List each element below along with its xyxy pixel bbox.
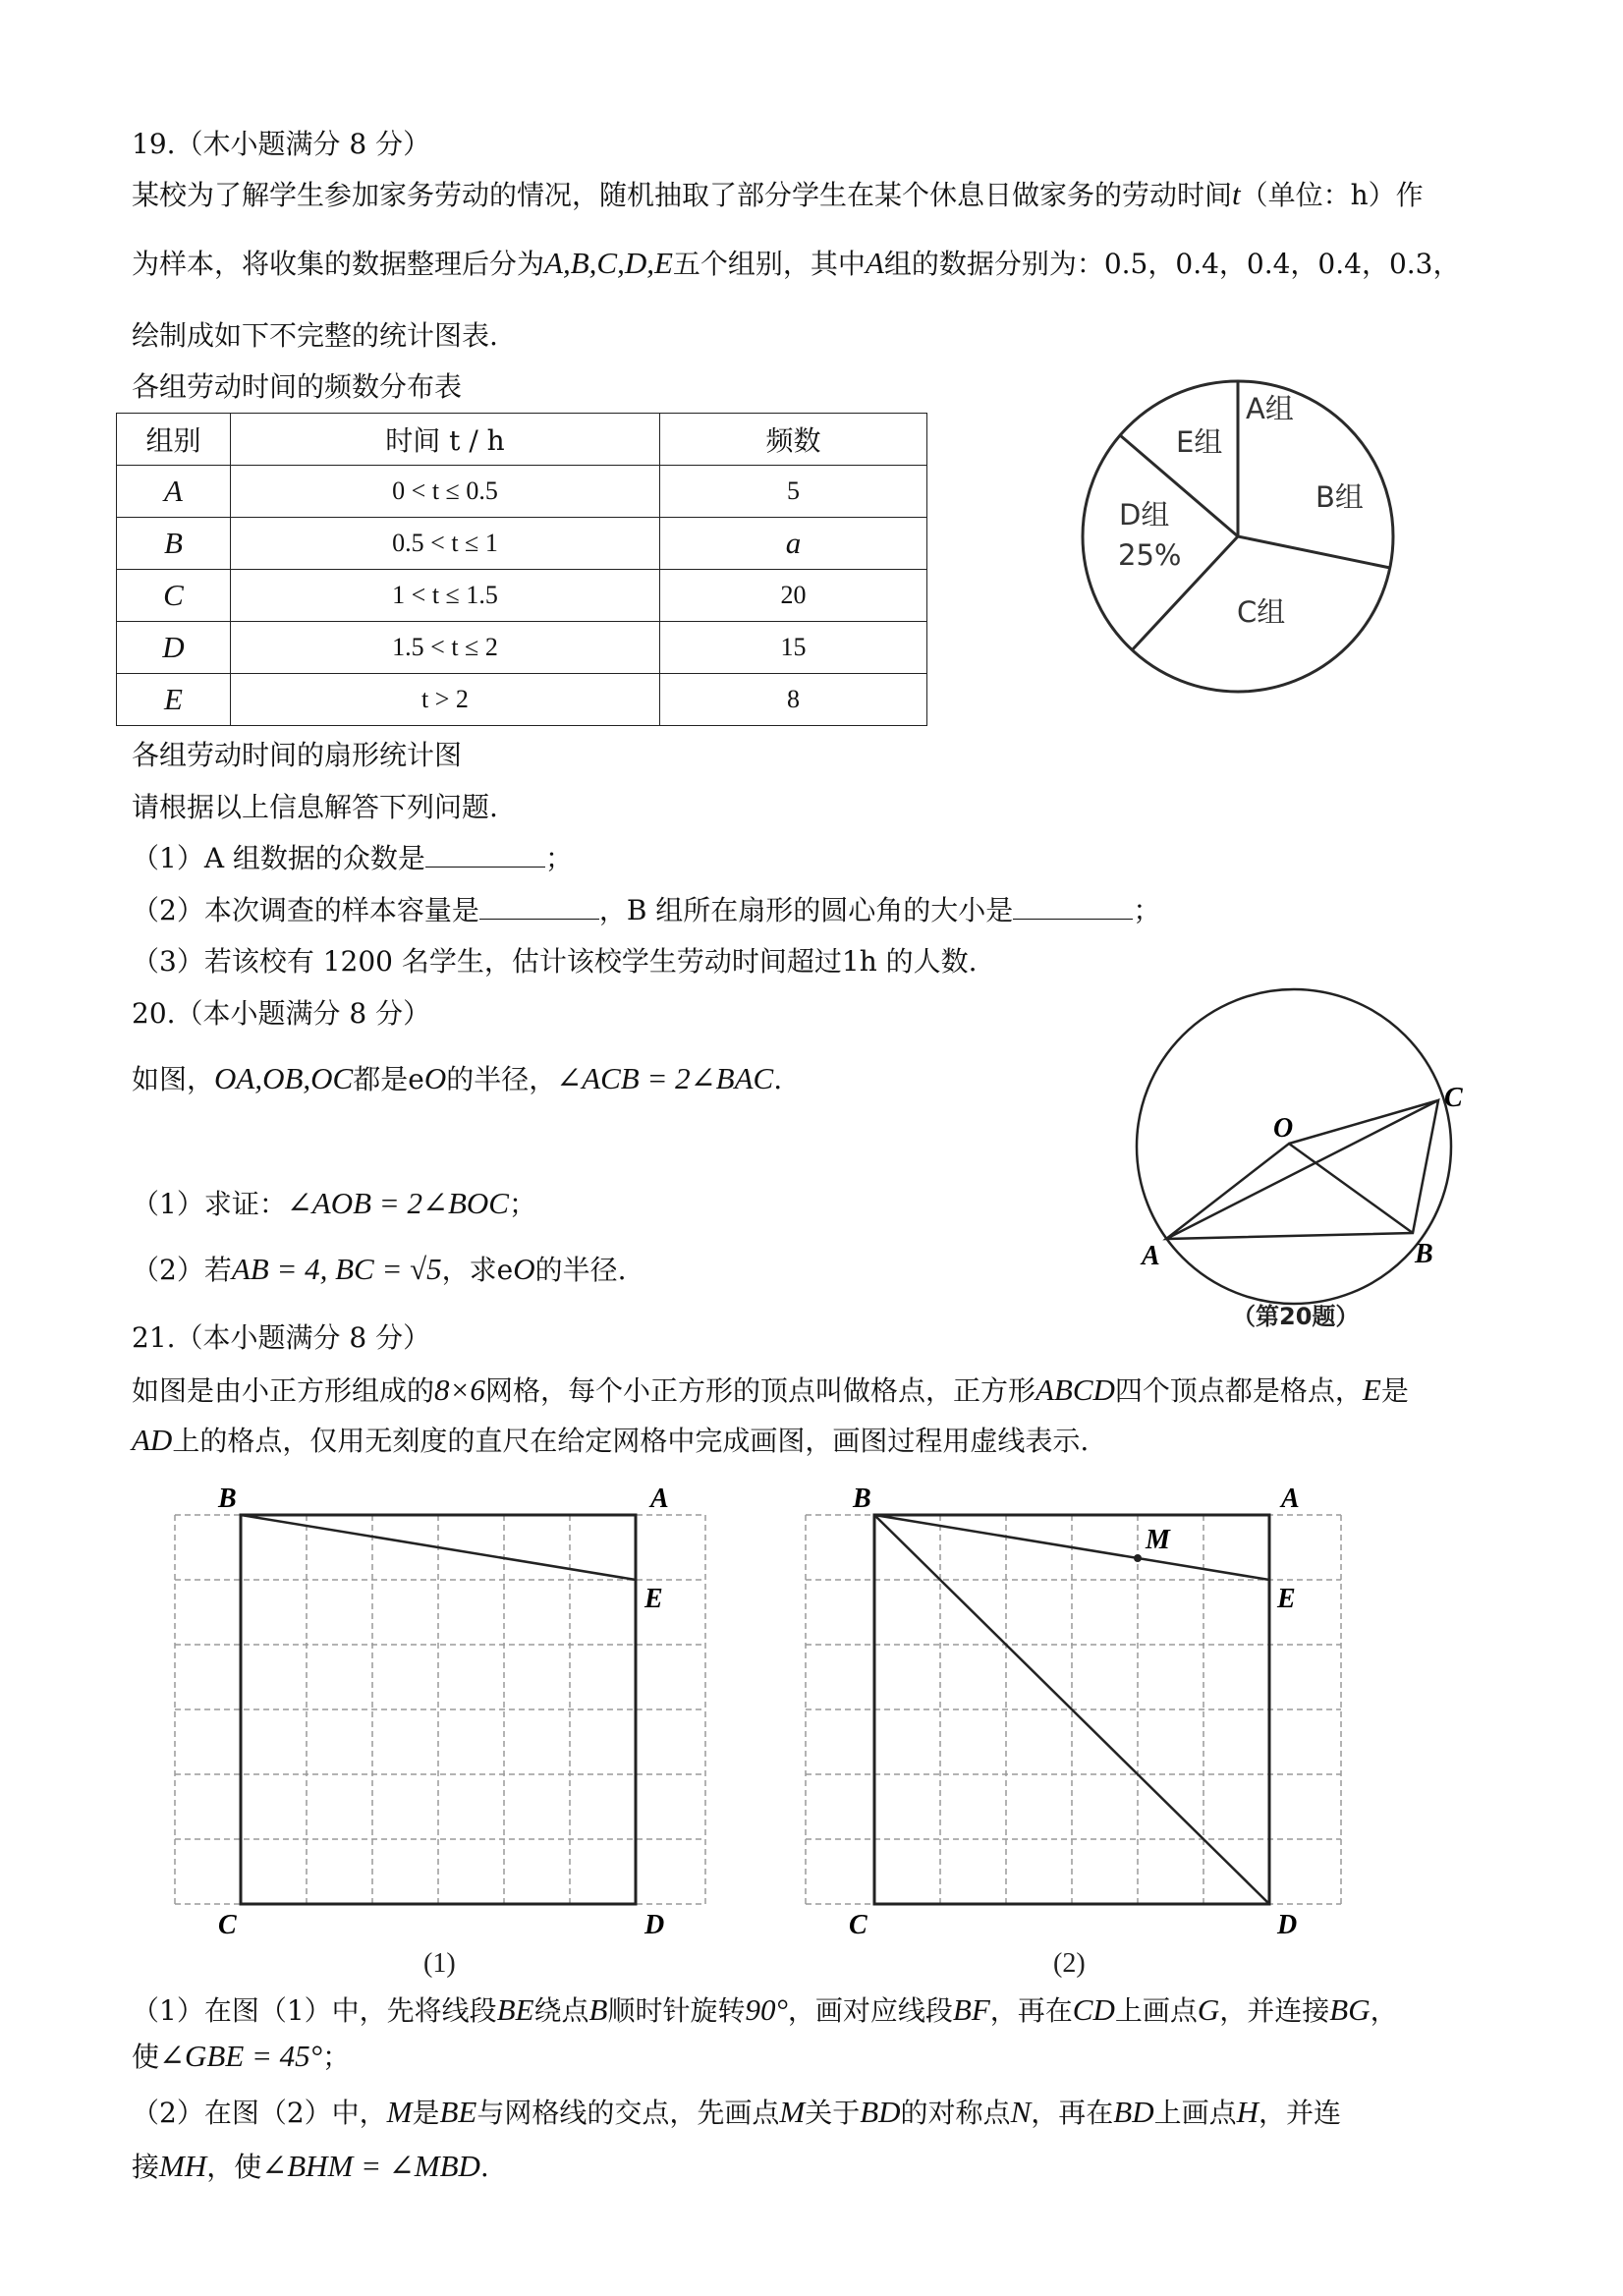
point-a-label: A bbox=[650, 1484, 669, 1514]
table-header-row bbox=[117, 414, 927, 466]
q21-p1-math: BE bbox=[496, 1992, 534, 2027]
q20-line1d: . bbox=[773, 1063, 783, 1095]
table-cell-group: B bbox=[117, 518, 231, 570]
point-a-label: A bbox=[1142, 1241, 1160, 1271]
q21-part2 bbox=[132, 2093, 1341, 2133]
q20-angle-relation: ∠ACB = 2∠BAC bbox=[556, 1061, 774, 1095]
q21-p1-math: 90° bbox=[745, 1992, 788, 2027]
q19-part1 bbox=[132, 839, 573, 878]
q21-p1-text: ，再在 bbox=[989, 1994, 1073, 2027]
q21-p2-text: 的对称点 bbox=[900, 2097, 1011, 2129]
pie-label-c: C组 bbox=[1237, 595, 1286, 629]
q20-p1-text: （1）求证： bbox=[132, 1188, 287, 1220]
q20-line1b: 都是e bbox=[353, 1063, 424, 1095]
pie-label-e: E组 bbox=[1176, 425, 1223, 459]
q21-p2-text: 与网格线的交点，先画点 bbox=[476, 2097, 780, 2129]
point-m bbox=[1134, 1554, 1142, 1562]
point-o-label: O bbox=[1273, 1113, 1294, 1144]
figure-caption: (1) bbox=[423, 1948, 456, 1979]
triangle-lines bbox=[1166, 1100, 1438, 1239]
pie-title: 各组劳动时间的扇形统计图 bbox=[132, 739, 463, 771]
point-d-label: D bbox=[644, 1910, 665, 1940]
q21-p2-text: ，使 bbox=[206, 2151, 262, 2183]
q21-line1 bbox=[132, 1371, 1409, 1411]
q20-p1-expr: ∠AOB = 2∠BOC bbox=[286, 1186, 509, 1220]
q19-var-t: t bbox=[1232, 177, 1241, 211]
q19-line3: 绘制成如下不完整的统计图表. bbox=[132, 319, 498, 352]
table-cell-freq: 20 bbox=[660, 570, 927, 622]
q19-group-a: A bbox=[865, 246, 884, 280]
grid-lines bbox=[175, 1515, 705, 1904]
point-b-label: B bbox=[1415, 1239, 1433, 1269]
q21-p2-math: N bbox=[1010, 2095, 1032, 2129]
point-e-label: E bbox=[644, 1584, 663, 1614]
table-cell-time: 1 < t ≤ 1.5 bbox=[231, 570, 660, 622]
q21-grid-size: 8×6 bbox=[434, 1372, 485, 1407]
table-cell-time: 0 < t ≤ 0.5 bbox=[231, 466, 660, 518]
table-header: 组别 bbox=[117, 414, 231, 466]
circle-figure bbox=[1130, 973, 1503, 1346]
q19-prompt: 请根据以上信息解答下列问题. bbox=[132, 791, 498, 823]
q21-p1-text: （1）在图（1）中，先将线段 bbox=[132, 1994, 497, 2027]
pie-label-d: D组 bbox=[1119, 498, 1170, 532]
q20-p2-expr: AB = 4, BC = √5 bbox=[231, 1252, 442, 1286]
q21-p2-text: . bbox=[479, 2151, 489, 2183]
q21-seg-ad: AD bbox=[132, 1423, 173, 1457]
table-title: 各组劳动时间的频数分布表 bbox=[132, 370, 463, 403]
table-header: 频数 bbox=[660, 414, 927, 466]
figure-caption: (2) bbox=[1053, 1948, 1086, 1979]
q19-line2c: 组的数据分别为：0.5，0.4，0.4，0.4，0.3， bbox=[883, 248, 1461, 280]
point-b-label: B bbox=[218, 1484, 237, 1514]
point-b-label: B bbox=[853, 1484, 871, 1514]
q21-line1d: 是 bbox=[1380, 1374, 1409, 1407]
q20-radii: OA,OB,OC bbox=[214, 1061, 354, 1095]
q21-p1-text: 顺时针旋转 bbox=[607, 1994, 746, 2027]
answer-blank bbox=[1013, 895, 1133, 920]
q21-p1-math: ∠GBE = 45° bbox=[159, 2039, 323, 2073]
pie-divider bbox=[1238, 536, 1390, 568]
q19-p1-end: ； bbox=[544, 842, 573, 874]
q19-line2 bbox=[132, 244, 1461, 284]
q21-p2-math: M bbox=[779, 2095, 806, 2129]
table-cell-group: C bbox=[117, 570, 231, 622]
q21-line1c: 四个顶点都是格点， bbox=[1114, 1374, 1363, 1407]
q21-p2-text: ，并连 bbox=[1259, 2097, 1342, 2129]
q20-p1-end: ； bbox=[508, 1188, 536, 1220]
q20-circle-o: O bbox=[423, 1061, 447, 1095]
segment-be bbox=[241, 1515, 636, 1580]
q21-p2-math: M bbox=[386, 2095, 413, 2129]
q19-part2 bbox=[132, 891, 1160, 930]
table-row bbox=[117, 674, 927, 726]
q21-p2-math: BD bbox=[1113, 2095, 1154, 2129]
table-cell-freq: 8 bbox=[660, 674, 927, 726]
q21-p1-text: ，画对应线段 bbox=[787, 1994, 953, 2027]
q19-groups: A,B,C,D,E bbox=[544, 246, 673, 280]
table-row bbox=[117, 622, 927, 674]
point-m-label: M bbox=[1146, 1525, 1170, 1555]
answer-blank bbox=[425, 843, 545, 868]
point-d-label: D bbox=[1277, 1910, 1298, 1940]
q19-line1b: （单位：h）作 bbox=[1240, 179, 1424, 211]
q19-header: 19.（木小题满分 8 分） bbox=[132, 128, 431, 160]
q19-line1a: 某校为了解学生参加家务劳动的情况，随机抽取了部分学生在某个休息日做家务的劳动时间 bbox=[132, 179, 1233, 211]
q21-line1b: 网格，每个小正方形的顶点叫做格点，正方形 bbox=[484, 1374, 1035, 1407]
q21-header: 21.（本小题满分 8 分） bbox=[132, 1321, 431, 1354]
q19-line2b: 五个组别，其中 bbox=[672, 248, 866, 280]
q19-p2-text: （2）本次调查的样本容量是 bbox=[132, 894, 479, 926]
point-c-label: C bbox=[1444, 1083, 1463, 1113]
q21-p1-math: BF bbox=[952, 1992, 990, 2027]
q21-p1-math: G bbox=[1197, 1992, 1220, 2027]
pie-label-d-pct: 25% bbox=[1118, 538, 1182, 572]
point-e-label: E bbox=[1277, 1584, 1296, 1614]
q21-part1-line2 bbox=[132, 2037, 350, 2077]
table-cell-time: t > 2 bbox=[231, 674, 660, 726]
q20-p2-end: 的半径. bbox=[534, 1254, 627, 1286]
q21-p1-math: CD bbox=[1072, 1992, 1115, 2027]
q20-circle-o: O bbox=[513, 1252, 535, 1286]
q21-p2-text: ，再在 bbox=[1031, 2097, 1114, 2129]
grid-figure-2 bbox=[806, 1478, 1395, 1979]
q19-line2a: 为样本，将收集的数据整理后分为 bbox=[132, 248, 545, 280]
point-a-label: A bbox=[1281, 1484, 1300, 1514]
point-c-label: C bbox=[218, 1910, 237, 1940]
q20-header: 20.（本小题满分 8 分） bbox=[132, 997, 431, 1030]
table-row bbox=[117, 570, 927, 622]
q21-point-e: E bbox=[1362, 1372, 1381, 1407]
q20-p2-text: （2）若 bbox=[132, 1254, 232, 1286]
table-row bbox=[117, 466, 927, 518]
q21-p2-text: 接 bbox=[132, 2151, 160, 2183]
frequency-table bbox=[116, 413, 927, 726]
table-cell-group: E bbox=[117, 674, 231, 726]
q20-line1 bbox=[132, 1059, 782, 1099]
q21-p2-math: BD bbox=[860, 2095, 901, 2129]
q19-p2-text2: ，B 组所在扇形的圆心角的大小是 bbox=[598, 894, 1014, 926]
q21-p2-math: MH bbox=[159, 2149, 207, 2183]
q21-p1-text: ， bbox=[1370, 1994, 1398, 2027]
table-cell-freq: 5 bbox=[660, 466, 927, 518]
table-cell-freq: a bbox=[660, 518, 927, 570]
q20-line1c: 的半径， bbox=[446, 1063, 557, 1095]
q21-p2-math: BE bbox=[439, 2095, 477, 2129]
table-cell-group: A bbox=[117, 466, 231, 518]
pie-chart bbox=[1071, 369, 1405, 703]
q21-p1-text: 绕点 bbox=[533, 1994, 589, 2027]
table-cell-freq: 15 bbox=[660, 622, 927, 674]
pie-label-b: B组 bbox=[1315, 480, 1364, 514]
table-cell-time: 1.5 < t ≤ 2 bbox=[231, 622, 660, 674]
q21-part2-line2 bbox=[132, 2147, 489, 2187]
q19-p2-end: ； bbox=[1133, 894, 1161, 926]
q21-line2 bbox=[132, 1421, 1089, 1461]
pie-label-a: A组 bbox=[1246, 392, 1294, 425]
q21-p1-math: B bbox=[588, 1992, 608, 2027]
q19-line1 bbox=[132, 175, 1424, 215]
q19-part3: （3）若该校有 1200 名学生，估计该校学生劳动时间超过1h 的人数. bbox=[132, 945, 978, 978]
q21-p2-text: 关于 bbox=[805, 2097, 861, 2129]
segment-be bbox=[874, 1515, 1269, 1580]
q21-p2-text: 是 bbox=[412, 2097, 440, 2129]
q21-p1-text: 上画点 bbox=[1114, 1994, 1198, 2027]
grid-figure-1 bbox=[175, 1478, 735, 1979]
point-c-label: C bbox=[849, 1910, 867, 1940]
q20-part1 bbox=[132, 1184, 536, 1224]
q21-p1-text: ，并连接 bbox=[1219, 1994, 1330, 2027]
figure-caption: （第20题） bbox=[1232, 1303, 1360, 1330]
table-cell-group: D bbox=[117, 622, 231, 674]
q20-line1a: 如图， bbox=[132, 1063, 215, 1095]
q21-part1 bbox=[132, 1990, 1398, 2031]
q21-p2-math: H bbox=[1236, 2095, 1259, 2129]
q21-p2-math: ∠BHM = ∠MBD bbox=[261, 2149, 480, 2183]
q21-line1a: 如图是由小正方形组成的 bbox=[132, 1374, 435, 1407]
square-abcd bbox=[241, 1515, 636, 1904]
q21-p1-text: ； bbox=[322, 2041, 351, 2073]
q20-p2-text2: ，求e bbox=[441, 1254, 514, 1286]
q21-line2-text: 上的格点，仅用无刻度的直尺在给定网格中完成画图，画图过程用虚线表示. bbox=[172, 1425, 1090, 1457]
answer-blank bbox=[479, 895, 599, 920]
q21-p1-text: 使 bbox=[132, 2041, 160, 2073]
q21-p2-text: （2）在图（2）中， bbox=[132, 2097, 387, 2129]
table-cell-time: 0.5 < t ≤ 1 bbox=[231, 518, 660, 570]
q21-p2-text: 上画点 bbox=[1153, 2097, 1237, 2129]
q20-part2 bbox=[132, 1250, 627, 1290]
q21-square: ABCD bbox=[1035, 1372, 1115, 1407]
table-header: 时间 t / h bbox=[231, 414, 660, 466]
q21-p1-math: BG bbox=[1329, 1992, 1371, 2027]
table-row bbox=[117, 518, 927, 570]
q19-p1-text: （1）A 组数据的众数是 bbox=[132, 842, 425, 874]
